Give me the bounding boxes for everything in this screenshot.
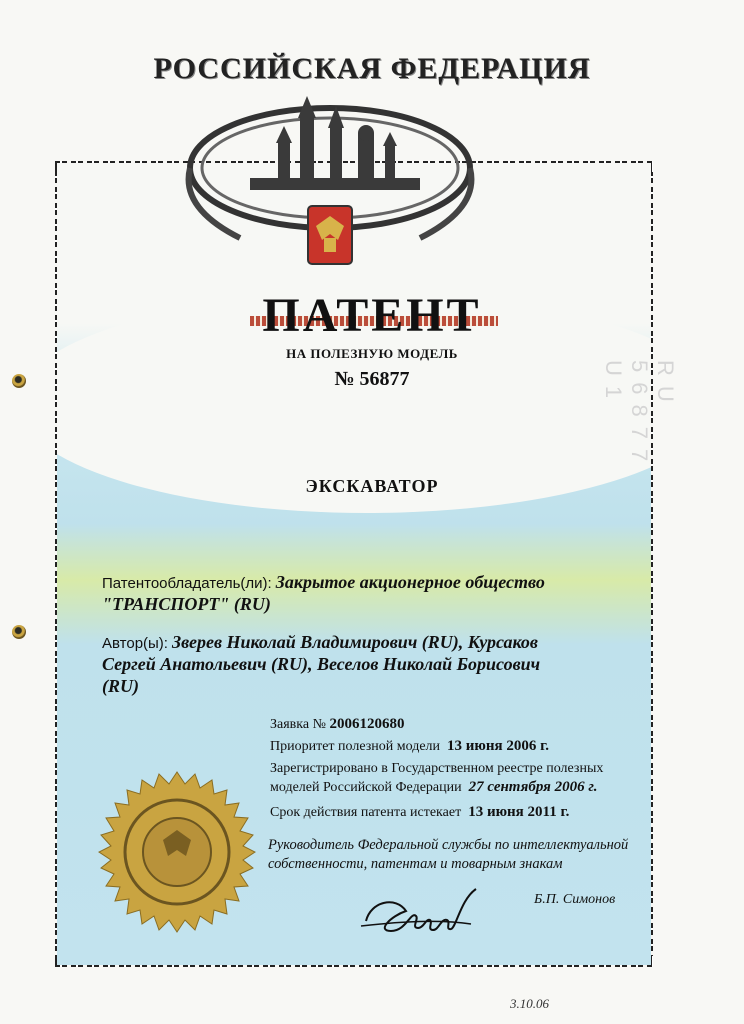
authority-title bbox=[268, 836, 628, 874]
holder-value-line2: "ТРАНСПОРТ" (RU) bbox=[102, 594, 271, 614]
handwritten-date: 3.10.06 bbox=[510, 996, 549, 1011]
validity-label: Срок действия патента истекает bbox=[270, 805, 462, 820]
country-title: РОССИЙСКАЯ ФЕДЕРАЦИЯ bbox=[153, 52, 591, 85]
authority-line2: собственности, патентам и товарным знакам bbox=[268, 856, 563, 872]
registered-value: 27 сентября 2006 г. bbox=[468, 779, 598, 795]
registered-label-line2: моделей Российской Федерации bbox=[270, 780, 462, 795]
authors-line1: Зверев Николай Владимирович (RU), Курсаков bbox=[171, 632, 538, 652]
authors-line3: (RU) bbox=[102, 676, 139, 696]
priority-value: 13 июня 2006 г. bbox=[447, 738, 549, 754]
application-number bbox=[270, 716, 404, 733]
application-value: 2006120680 bbox=[329, 716, 405, 732]
registration-date bbox=[270, 760, 603, 797]
authors-label: Автор(ы): bbox=[102, 635, 168, 652]
authors-line2: Сергей Анатольевич (RU), Веселов Николай Борисович bbox=[102, 654, 541, 674]
validity-value: 13 июня 2011 г. bbox=[468, 804, 570, 820]
patent-holder bbox=[102, 572, 602, 616]
validity-date bbox=[270, 804, 569, 821]
document-type: ПАТЕНТ bbox=[262, 289, 482, 342]
kremlin-emblem-icon bbox=[180, 88, 480, 288]
signature-icon bbox=[356, 876, 516, 936]
registered-label-line1: Зарегистрировано в Государственном реестре полезных bbox=[270, 761, 604, 776]
invention-title: ЭКСКАВАТОР bbox=[305, 476, 439, 496]
authority-line1: Руководитель Федеральной службы по интеллектуальной bbox=[268, 837, 629, 853]
application-label: Заявка № bbox=[270, 717, 326, 732]
priority-label: Приоритет полезной модели bbox=[270, 739, 441, 754]
holder-label: Патентообладатель(ли): bbox=[102, 575, 272, 592]
binding-hole bbox=[12, 625, 26, 639]
patent-number: № 56877 bbox=[334, 368, 410, 390]
authors-block bbox=[102, 632, 622, 698]
margin-reg-number: RU 56877 U1 bbox=[601, 360, 678, 472]
priority-date bbox=[270, 738, 549, 755]
signer-name: Б.П. Симонов bbox=[534, 892, 616, 907]
gold-seal-icon bbox=[92, 770, 262, 940]
document-subtitle: НА ПОЛЕЗНУЮ МОДЕЛЬ bbox=[286, 346, 458, 361]
holder-value-line1: Закрытое акционерное общество bbox=[275, 572, 545, 592]
